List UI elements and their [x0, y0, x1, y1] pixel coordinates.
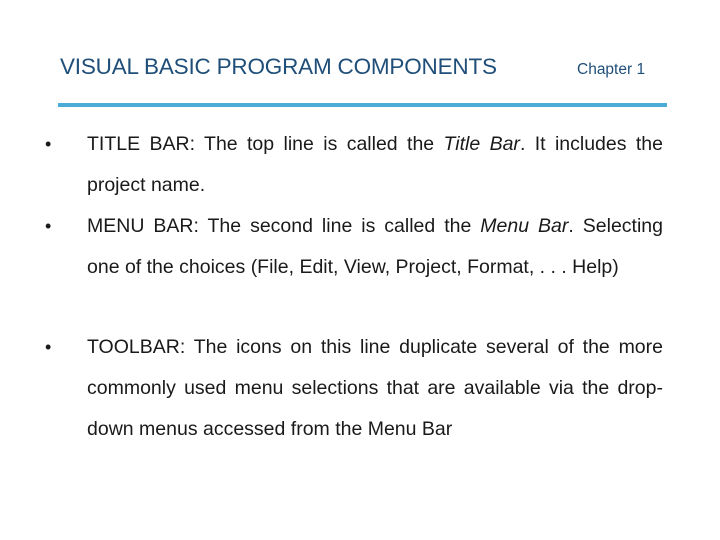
bullet-label: TOOLBAR: [87, 336, 186, 358]
title-divider [58, 103, 667, 107]
bullet-label: TITLE BAR [87, 133, 190, 155]
bullet-marker: • [45, 337, 52, 357]
bullet-text: : The top line is called the [189, 133, 444, 155]
bullet-item-title-bar [87, 124, 663, 206]
bullet-emphasis: Title Bar [443, 133, 520, 155]
bullet-item-menu-bar [87, 206, 663, 288]
bullet-text: . It includes the project name. [87, 133, 663, 196]
chapter-label: Chapter 1 [577, 61, 646, 78]
bullet-text: The icons on this line duplicate several of the more commonly used menu selections that are available via the drop-down menus accessed from the Menu Bar [87, 336, 663, 440]
bullet-text: The second line is called the [198, 215, 481, 237]
bullet-item-toolbar [87, 327, 663, 450]
bullet-text: . Selecting one of the choices (File, Edit, View, Project, Format, . . . Help) [87, 215, 663, 278]
bullet-marker: • [45, 134, 52, 154]
slide-title: VISUAL BASIC PROGRAM COMPONENTS [60, 54, 497, 79]
bullet-marker: • [45, 216, 52, 236]
bullet-label: MENU BAR: [87, 215, 199, 237]
bullet-emphasis: Menu Bar [480, 215, 569, 237]
